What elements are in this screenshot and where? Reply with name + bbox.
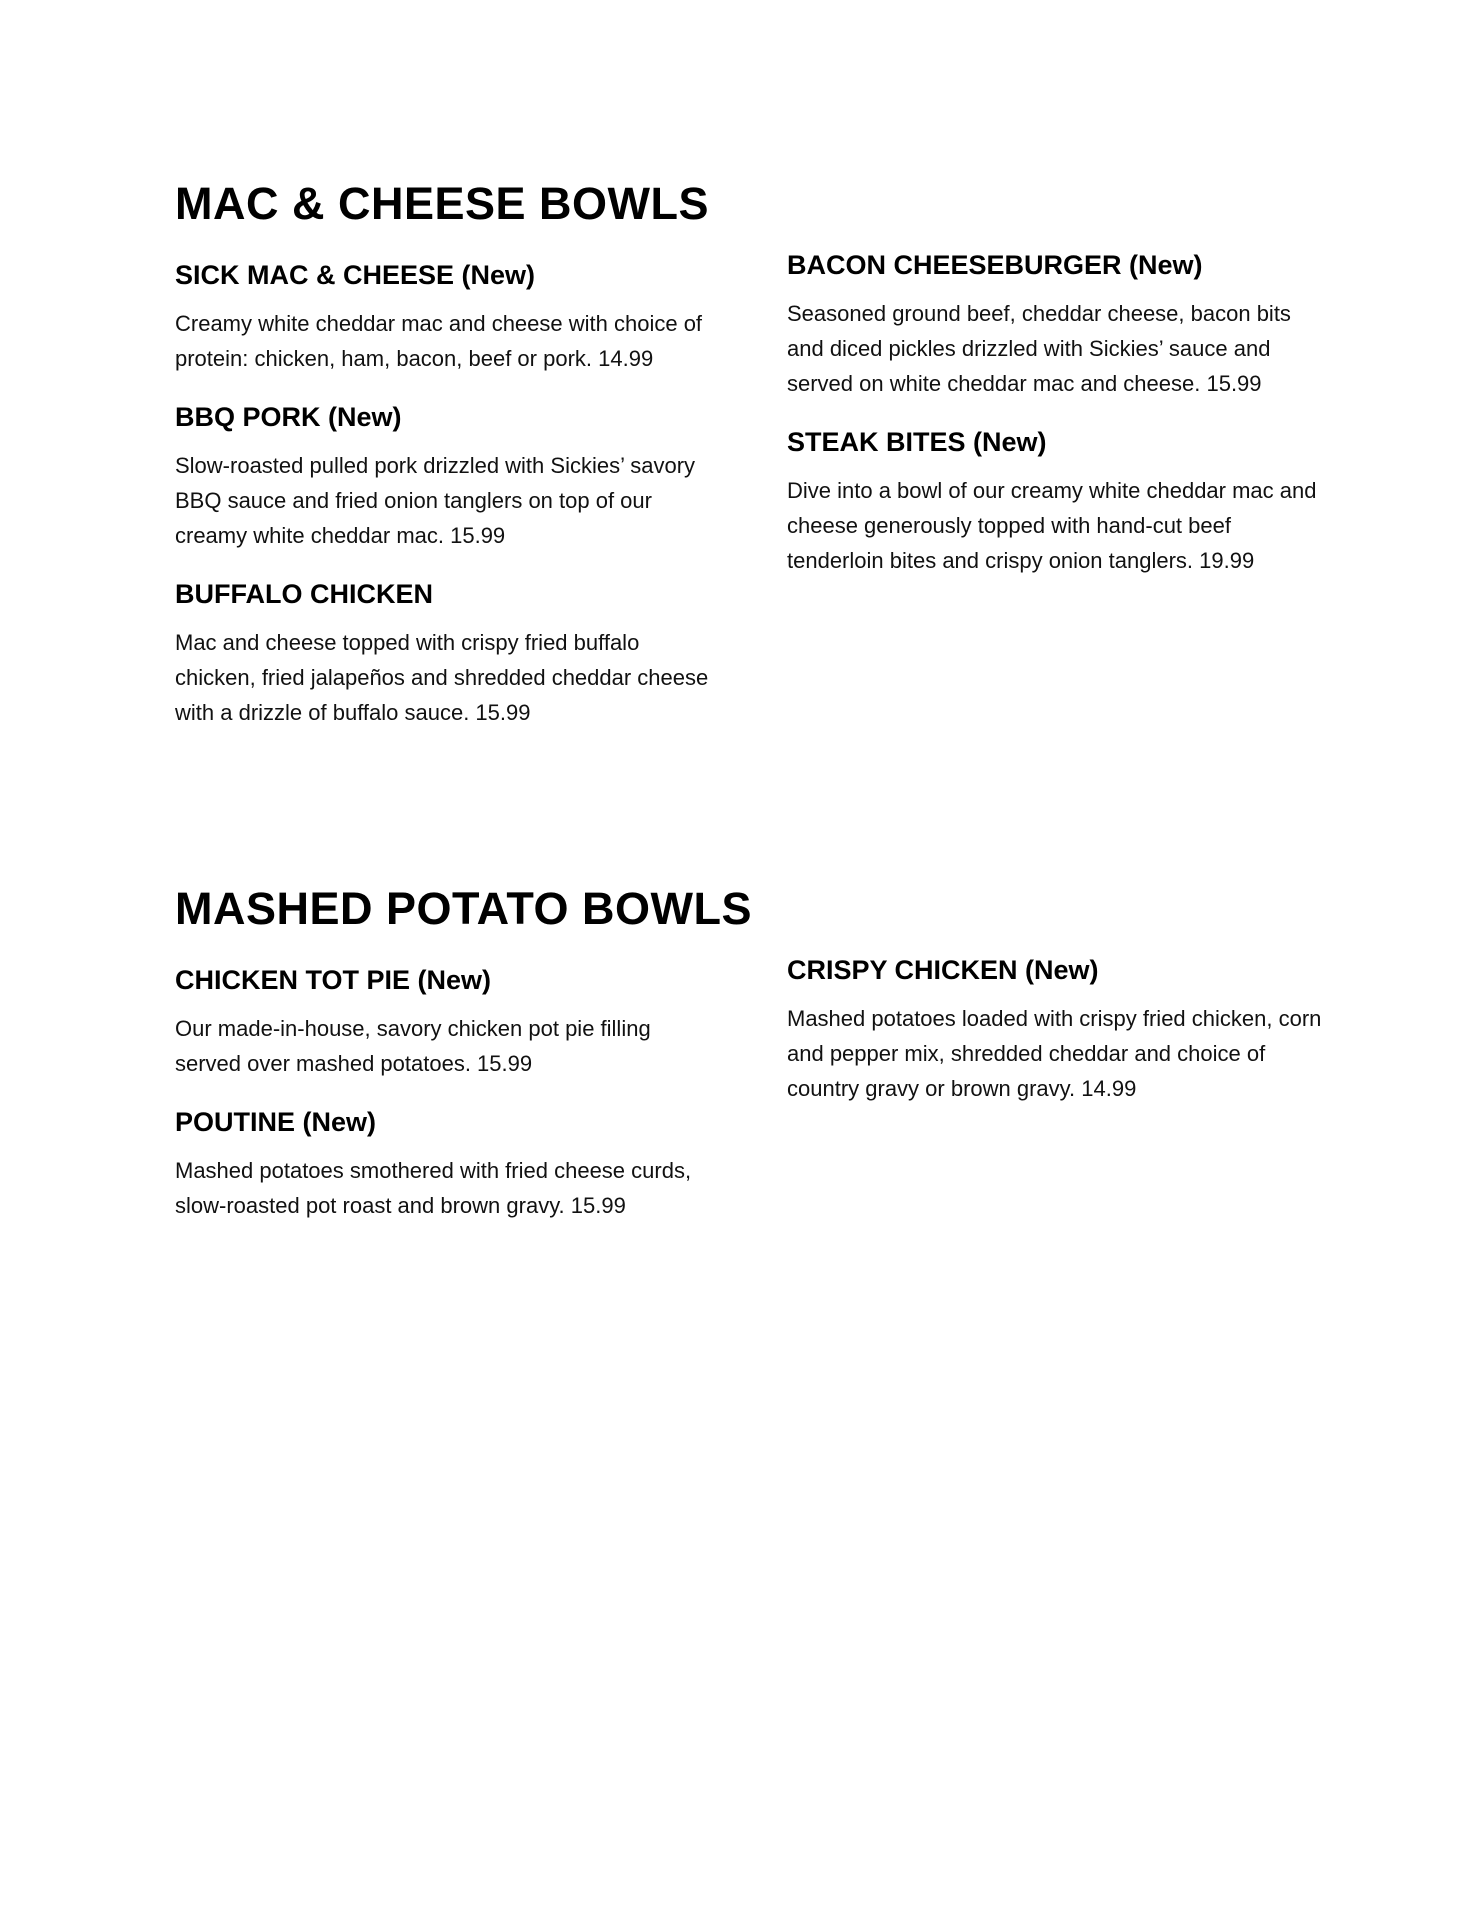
section-title: MASHED POTATO BOWLS	[175, 883, 752, 934]
item-description: Creamy white cheddar mac and cheese with choice of protein: chicken, ham, bacon, beef or pork. 14.99	[175, 311, 703, 371]
item-name: CRISPY CHICKEN (New)	[787, 955, 1099, 985]
item-name: SICK MAC & CHEESE (New)	[175, 260, 536, 290]
item-description: Slow-roasted pulled pork drizzled with Sickies’ savory BBQ sauce and fried onion tanglers on top of our creamy white cheddar mac. 15.99	[175, 453, 696, 548]
item-description: Mashed potatoes smothered with fried cheese curds, slow-roasted pot roast and brown gravy. 15.99	[175, 1158, 692, 1218]
item-description: Our made-in-house, savory chicken pot pie filling served over mashed potatoes. 15.99	[175, 1016, 651, 1076]
menu-item	[175, 258, 715, 376]
left-column	[175, 963, 715, 1247]
item-name: BUFFALO CHICKEN	[175, 579, 433, 609]
item-name: BBQ PORK (New)	[175, 402, 402, 432]
item-description: Mac and cheese topped with crispy fried buffalo chicken, fried jalapeños and shredded cheddar cheese with a drizzle of buffalo sauce. 15.99	[175, 630, 709, 725]
menu-item	[175, 1105, 715, 1223]
item-name: POUTINE (New)	[175, 1107, 377, 1137]
item-description: Seasoned ground beef, cheddar cheese, bacon bits and diced pickles drizzled with Sickies’ sauce and served on white cheddar mac and cheese. 15.99	[787, 301, 1291, 396]
item-name: CHICKEN TOT PIE (New)	[175, 965, 492, 995]
menu-item	[175, 577, 715, 730]
item-description: Mashed potatoes loaded with crispy fried chicken, corn and pepper mix, shredded cheddar and choice of country gravy or brown gravy. 14.99	[787, 1006, 1322, 1101]
right-column	[787, 248, 1327, 602]
menu-item	[787, 425, 1327, 578]
menu-item	[175, 963, 715, 1081]
menu-item	[175, 400, 715, 553]
section-title: MAC & CHEESE BOWLS	[175, 178, 710, 229]
left-column	[175, 258, 715, 754]
right-column	[787, 953, 1327, 1130]
menu-item	[787, 953, 1327, 1106]
menu-item	[787, 248, 1327, 401]
item-name: STEAK BITES (New)	[787, 427, 1047, 457]
item-name: BACON CHEESEBURGER (New)	[787, 250, 1203, 280]
item-description: Dive into a bowl of our creamy white cheddar mac and cheese generously topped with hand-cut beef tenderloin bites and crispy onion tanglers. 19.99	[787, 478, 1317, 573]
